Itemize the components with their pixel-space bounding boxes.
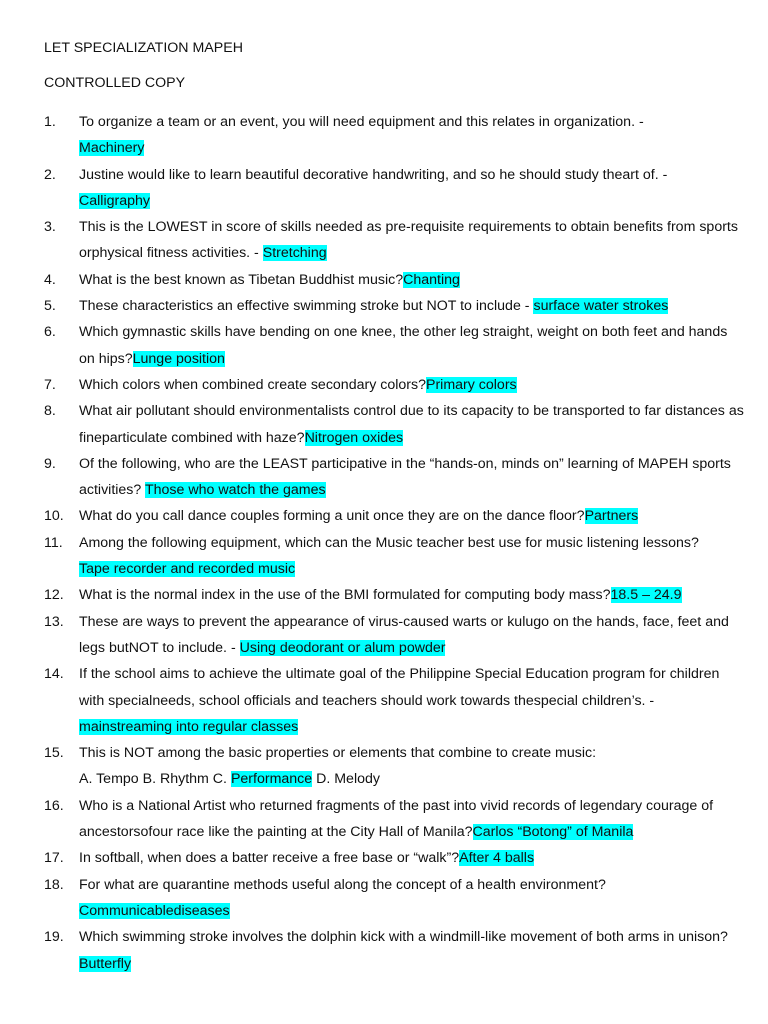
answer-highlight: Lunge position (132, 350, 225, 367)
question-number: 19. (44, 929, 64, 946)
question-number: 16. (44, 797, 64, 814)
answer-options-after: D. Melody (316, 771, 380, 788)
answer-highlight: Primary colors (425, 376, 517, 393)
answer-options-before: A. Tempo B. Rhythm C. (79, 771, 227, 788)
question-number: 12. (44, 587, 64, 604)
question-text: For what are quarantine methods useful along the concept of a health environment? (79, 876, 606, 893)
question-item (44, 214, 744, 267)
answer-highlight: Machinery (79, 140, 145, 157)
answer-highlight: surface water strokes (533, 298, 669, 315)
question-text: What is the best known as Tibetan Buddhist music? (79, 271, 404, 288)
answer-highlight: mainstreaming into regular classes (79, 718, 299, 735)
question-text: Which gymnastic skills have bending on one knee, the other leg straight, weight on both feet and hands on hips? (79, 324, 728, 367)
answer-highlight: Performance (230, 771, 313, 788)
question-item (44, 319, 744, 372)
question-number: 17. (44, 850, 64, 867)
question-item (44, 924, 744, 977)
answer-highlight: Butterfly (79, 955, 132, 972)
question-item (44, 398, 744, 451)
question-text: This is NOT among the basic properties or elements that combine to create music: (79, 745, 597, 762)
question-item (44, 582, 744, 608)
question-item (44, 109, 744, 162)
question-number: 5. (44, 298, 56, 315)
question-text: What do you call dance couples forming a unit once they are on the dance floor? (79, 508, 585, 525)
document-subtitle: CONTROLLED COPY (44, 75, 186, 91)
question-number: 6. (44, 324, 56, 341)
answer-highlight: Nitrogen oxides (304, 429, 404, 446)
question-number: 7. (44, 376, 56, 393)
question-number: 15. (44, 745, 64, 762)
question-text: Which swimming stroke involves the dolphin kick with a windmill-like movement of both arms in unison? (79, 929, 728, 946)
question-number: 14. (44, 666, 64, 683)
question-item (44, 451, 744, 504)
question-number: 11. (44, 534, 63, 551)
question-text: This is the LOWEST in score of skills needed as pre-requisite requirements to obtain benefits from sports orphysical fitness activities. - (79, 219, 738, 262)
question-text: In softball, when does a batter receive a free base or “walk”? (79, 850, 460, 867)
question-item (44, 162, 744, 215)
question-text: Of the following, who are the LEAST participative in the “hands-on, minds on” learning of MAPEH sports activities? (79, 455, 731, 499)
question-text: What is the normal index in the use of the BMI formulated for computing body mass? (79, 587, 611, 604)
answer-highlight: Stretching (262, 245, 327, 262)
question-text: Who is a National Artist who returned fragments of the past into vivid records of legendary courage of ancestorsofour race like the painting at the City Hall of Manila? (79, 797, 714, 841)
question-number: 18. (44, 876, 64, 893)
question-item (44, 530, 744, 583)
question-text: These are ways to prevent the appearance of virus-caused warts or kulugo on the hands, face, feet and legs butNOT to include. - (79, 613, 729, 656)
question-number: 10. (44, 508, 64, 525)
question-text: To organize a team or an event, you will need equipment and this relates in organization. - (79, 114, 644, 130)
answer-highlight: Those who watch the games (144, 482, 326, 499)
question-number: 9. (44, 455, 56, 472)
question-item (44, 845, 744, 871)
answer-highlight: Calligraphy (79, 192, 150, 209)
question-text: Justine would like to learn beautiful decorative handwriting, and so he should study theart of. - (79, 166, 668, 183)
question-text: These characteristics an effective swimming stroke but NOT to include - (79, 298, 530, 315)
question-item (44, 740, 744, 793)
answer-highlight: 18.5 – 24.9 (610, 587, 682, 604)
question-number: 1. (44, 114, 56, 130)
question-number: 4. (44, 271, 56, 288)
question-number: 3. (44, 219, 56, 236)
question-text: What air pollutant should environmentalists control due to its capacity to be transported to far distances as fineparticulate combined with haze? (79, 403, 744, 446)
document-title: LET SPECIALIZATION MAPEH (44, 40, 243, 56)
question-item (44, 503, 744, 529)
answer-highlight: After 4 balls (459, 850, 535, 867)
question-text: Which colors when combined create secondary colors? (79, 376, 426, 393)
question-item (44, 793, 744, 846)
question-text: If the school aims to achieve the ultimate goal of the Philippine Special Education program for children with specialneeds, school officials and teachers should work towards thespecial children’s. - (79, 666, 720, 709)
question-number: 8. (44, 403, 56, 420)
question-item (44, 267, 744, 293)
answer-highlight: Carlos “Botong” of Manila (472, 824, 634, 841)
question-item (44, 293, 744, 319)
answer-highlight: Tape recorder and recorded music (79, 561, 296, 578)
question-number: 13. (44, 613, 64, 630)
answer-highlight: Partners (584, 508, 639, 525)
question-item (44, 609, 744, 662)
answer-highlight: Using deodorant or alum powder (239, 639, 446, 656)
question-item (44, 661, 744, 740)
question-item (44, 372, 744, 398)
question-item (44, 872, 744, 925)
question-number: 2. (44, 166, 56, 183)
question-list (44, 109, 744, 977)
answer-highlight: Communicablediseases (79, 902, 230, 919)
answer-highlight: Chanting (403, 271, 460, 288)
question-text: Among the following equipment, which can the Music teacher best use for music listening lessons? (79, 534, 699, 551)
